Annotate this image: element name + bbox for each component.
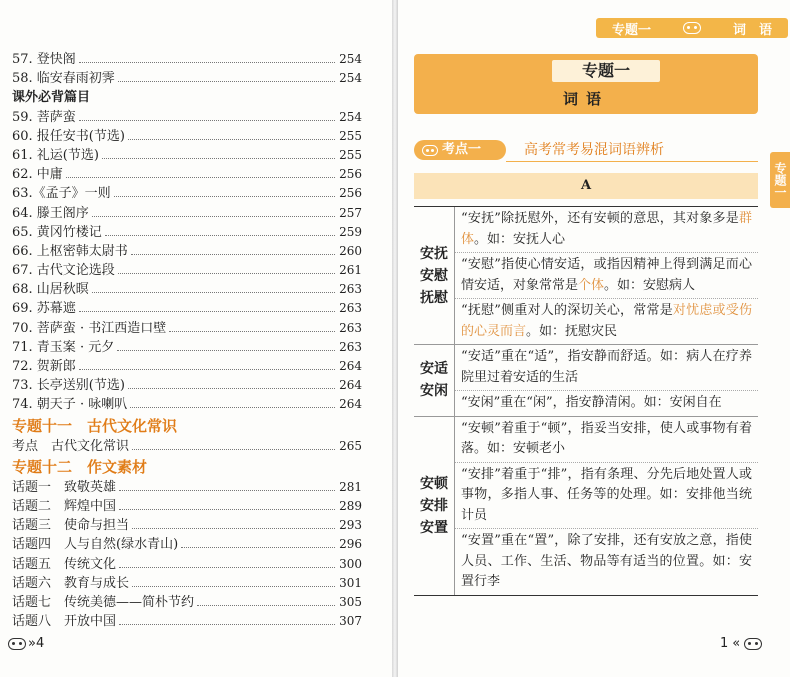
toc-entry-title: 74. 朝天子 · 咏喇叭 <box>12 397 128 413</box>
toc-entry-page: 264 <box>339 397 362 412</box>
smiley-icon <box>422 145 438 156</box>
toc-entry-page: 289 <box>339 498 362 513</box>
toc-entry <box>12 299 362 318</box>
toc-entry <box>12 555 362 574</box>
highlight-text: 对忧虑或受伤的心灵而言 <box>461 303 752 339</box>
toc-entry <box>12 50 362 69</box>
kaodian-heading <box>414 138 758 162</box>
toc-dots <box>131 254 335 255</box>
toc-entry <box>12 184 362 203</box>
toc-entry-title: 考点 古代文化常识 <box>12 438 130 454</box>
toc-entry-page: 255 <box>339 128 362 143</box>
kaodian-underline <box>506 161 758 162</box>
kaodian-tag <box>414 140 506 160</box>
toc-entry-page: 254 <box>339 52 362 66</box>
toc-dots <box>132 528 335 529</box>
toc-entry-title: 65. 黄冈竹楼记 <box>12 224 102 240</box>
toc-entry <box>12 574 362 593</box>
toc-entry-title: 64. 滕王阁序 <box>12 205 89 221</box>
toc-entry-page: 261 <box>339 263 362 278</box>
toc-entry <box>12 261 362 280</box>
highlight-text: 群体 <box>461 211 752 247</box>
toc-entry-page: 301 <box>339 575 362 590</box>
word-group <box>414 207 758 345</box>
left-page-footer <box>8 636 44 651</box>
toc-entry-page: 293 <box>339 518 362 533</box>
toc-entry-title: 68. 山居秋暝 <box>12 282 89 298</box>
toc-dots <box>169 331 335 332</box>
header-topic: 专题一 <box>611 22 651 38</box>
toc-dots <box>79 62 335 63</box>
word-explanation <box>455 299 758 344</box>
toc-dots <box>119 624 335 625</box>
toc-entry <box>12 280 362 299</box>
toc-entry <box>12 395 362 414</box>
right-page-footer <box>720 636 762 651</box>
explanation-text: “安闲”重在“闲”，指安静清闲。如：安闲自在 <box>461 395 722 410</box>
smiley-icon <box>683 22 701 34</box>
toc-entry-title: 67. 古代文论选段 <box>12 263 115 279</box>
toc-entry-title: 73. 长亭送别(节选) <box>12 378 125 394</box>
toc-entry-title: 61. 礼运(节选) <box>12 147 99 163</box>
toc-entry-title: 话题一 致敬英雄 <box>12 479 117 495</box>
word-table <box>414 206 758 596</box>
toc-entry-title: 58. 临安春雨初霁 <box>12 71 115 87</box>
toc-entry-title: 话题五 传统文化 <box>12 556 117 572</box>
chapter-subtitle: 词语 <box>562 90 609 108</box>
toc-entry-page: 281 <box>339 479 362 494</box>
toc-dots <box>92 292 335 293</box>
toc-entry-page: 305 <box>339 594 362 609</box>
toc-entry <box>12 376 362 395</box>
toc-entry-page: 263 <box>339 339 362 354</box>
toc-entry <box>12 108 362 127</box>
toc-section-heading: 课外必背篇目 <box>12 90 91 106</box>
toc-topic-heading: 专题十一 古代文化常识 <box>12 416 178 435</box>
toc-entry-page: 256 <box>339 186 362 201</box>
toc-entry-title: 69. 苏幕遮 <box>12 301 76 317</box>
word-explanation <box>455 253 758 299</box>
explanation-text: “安排”着重于“排”，指有条理、分先后地处置人或事物，多指人事、任务等的处理。如：安排他当统计员 <box>461 466 752 523</box>
toc-entry-title: 话题四 人与自然(绿水青山) <box>12 537 179 553</box>
explanation-text: 。如：安抚人心 <box>474 231 566 247</box>
footer-arrow: « <box>732 636 741 651</box>
toc-dots <box>128 388 335 389</box>
running-header <box>596 18 788 38</box>
toc-dots <box>79 369 335 370</box>
toc-dots <box>79 120 335 121</box>
word-group <box>414 345 758 417</box>
header-title: 词 语 <box>732 22 772 38</box>
toc-entry-page: 257 <box>339 205 362 220</box>
chapter-title: 专题一 <box>552 60 660 82</box>
toc-entry-page: 300 <box>339 556 362 571</box>
toc-entry-title: 63.《孟子》一则 <box>12 186 111 202</box>
toc-entry-title: 71. 青玉案 · 元夕 <box>12 339 115 355</box>
word-explanation <box>455 529 758 595</box>
toc-dots <box>118 81 335 82</box>
toc-dots <box>128 139 335 140</box>
toc-dots <box>102 158 335 159</box>
toc-entry-page: 254 <box>339 71 362 86</box>
toc-entry-page: 264 <box>339 359 362 373</box>
explanation-text: “安抚”除抚慰外，还有安顿的意思，其对象多是 <box>461 211 739 226</box>
letter-bar: A <box>414 173 758 199</box>
toc-entry-title: 60. 报任安书(节选) <box>12 128 125 144</box>
explanation-text: “抚慰”侧重对人的深切关心，常常是 <box>461 303 673 318</box>
word-group <box>414 417 758 595</box>
toc-entry <box>12 127 362 146</box>
word-group-label: 安顿 安排 安置 <box>414 417 455 595</box>
toc-entry-page: 259 <box>339 224 362 239</box>
toc-dots <box>130 407 335 408</box>
toc-entry-title: 话题七 传统美德——简朴节约 <box>12 594 195 610</box>
toc-dots <box>92 216 335 217</box>
toc-entry <box>12 478 362 497</box>
toc-entry-title: 72. 贺新郎 <box>12 359 76 374</box>
word-group-label: 安抚 安慰 抚慰 <box>414 207 455 344</box>
smiley-icon <box>744 638 762 650</box>
toc-entry <box>12 338 362 357</box>
toc-dots <box>197 605 335 606</box>
explanation-text: 。如：抚慰灾民 <box>526 323 618 339</box>
toc-entry-page: 256 <box>339 167 362 182</box>
left-page <box>0 0 392 677</box>
toc-dots <box>119 567 335 568</box>
toc-dots <box>132 586 335 587</box>
toc-dots <box>79 311 335 312</box>
word-explanation <box>455 207 758 253</box>
toc-entry-title: 70. 菩萨蛮 · 书江西造口壁 <box>12 320 167 336</box>
word-explanation <box>455 417 758 463</box>
toc-entry-title: 59. 菩萨蛮 <box>12 109 76 125</box>
explanation-text: “安适”重在“适”，指安静而舒适。如：病人在疗养院里过着安适的生活 <box>461 349 752 385</box>
toc-entry-page: 296 <box>339 537 362 552</box>
toc-entry-title: 话题二 辉煌中国 <box>12 498 117 514</box>
toc-entry <box>12 535 362 554</box>
toc-entry-page: 260 <box>339 243 362 258</box>
left-page-number: »4 <box>28 636 45 651</box>
toc-dots <box>66 177 335 178</box>
toc-entry <box>12 612 362 631</box>
toc-dots <box>119 490 335 491</box>
word-explanation <box>455 345 758 391</box>
toc-entry-title: 62. 中庸 <box>12 167 63 183</box>
toc-entry-page: 263 <box>339 320 362 335</box>
toc-entry-page: 263 <box>339 282 362 297</box>
toc-dots <box>119 509 335 510</box>
toc-dots <box>181 547 335 548</box>
toc-entry <box>12 165 362 184</box>
toc-entry-page: 264 <box>339 378 362 393</box>
kaodian-tag-label: 考点一 <box>442 142 482 157</box>
toc-entry <box>12 437 362 456</box>
toc-dots <box>114 196 335 197</box>
toc-entry-page: 263 <box>339 301 362 316</box>
toc-entry-page: 265 <box>339 438 362 453</box>
toc-entry-page: 254 <box>339 109 362 124</box>
side-tab: 专题一 <box>770 152 790 208</box>
toc-entry-title: 话题八 开放中国 <box>12 614 117 630</box>
toc-entry <box>12 497 362 516</box>
toc-entry <box>12 204 362 223</box>
toc-entry-title: 57. 登快阁 <box>12 52 76 67</box>
right-page <box>398 0 790 677</box>
toc-dots <box>117 350 335 351</box>
right-page-number: 1 <box>720 636 729 651</box>
explanation-text: “安顿”着重于“顿”，指妥当安排，使人或事物有着落。如：安顿老小 <box>461 420 752 456</box>
toc-entry <box>12 593 362 612</box>
toc-dots <box>105 235 335 236</box>
highlight-text: 个体 <box>578 277 605 293</box>
explanation-text: “安置”重在“置”，除了安排，还有安放之意，指使人员、工作、生活、物品等有适当的位置。如：安置行李 <box>461 533 752 589</box>
toc-entry <box>12 223 362 242</box>
explanation-text: 。如：安慰病人 <box>604 277 696 293</box>
toc-entry-page: 307 <box>339 614 362 629</box>
toc-dots <box>132 449 335 450</box>
toc-entry <box>12 69 362 88</box>
smiley-icon <box>8 638 26 650</box>
toc-entry <box>12 146 362 165</box>
kaodian-title: 高考常考易混词语辨析 <box>524 142 664 158</box>
toc-dots <box>118 273 335 274</box>
toc-entry-page: 255 <box>339 147 362 162</box>
toc-entry <box>12 357 362 376</box>
toc-entry <box>12 319 362 338</box>
word-explanation <box>455 391 758 416</box>
word-group-label: 安适 安闲 <box>414 345 455 416</box>
toc-entry-title: 话题三 使命与担当 <box>12 518 130 534</box>
table-of-contents <box>12 50 362 631</box>
explanation-text: “安慰”指使心情安适，或指因精神上得到满足而心情安适，对象常常是 <box>461 257 752 293</box>
chapter-title-box <box>414 54 758 114</box>
toc-entry <box>12 516 362 535</box>
toc-topic-heading: 专题十二 作文素材 <box>12 457 148 476</box>
toc-entry-title: 66. 上枢密韩太尉书 <box>12 243 128 259</box>
toc-entry-title: 话题六 教育与成长 <box>12 575 130 591</box>
toc-entry <box>12 242 362 261</box>
word-explanation <box>455 463 758 530</box>
